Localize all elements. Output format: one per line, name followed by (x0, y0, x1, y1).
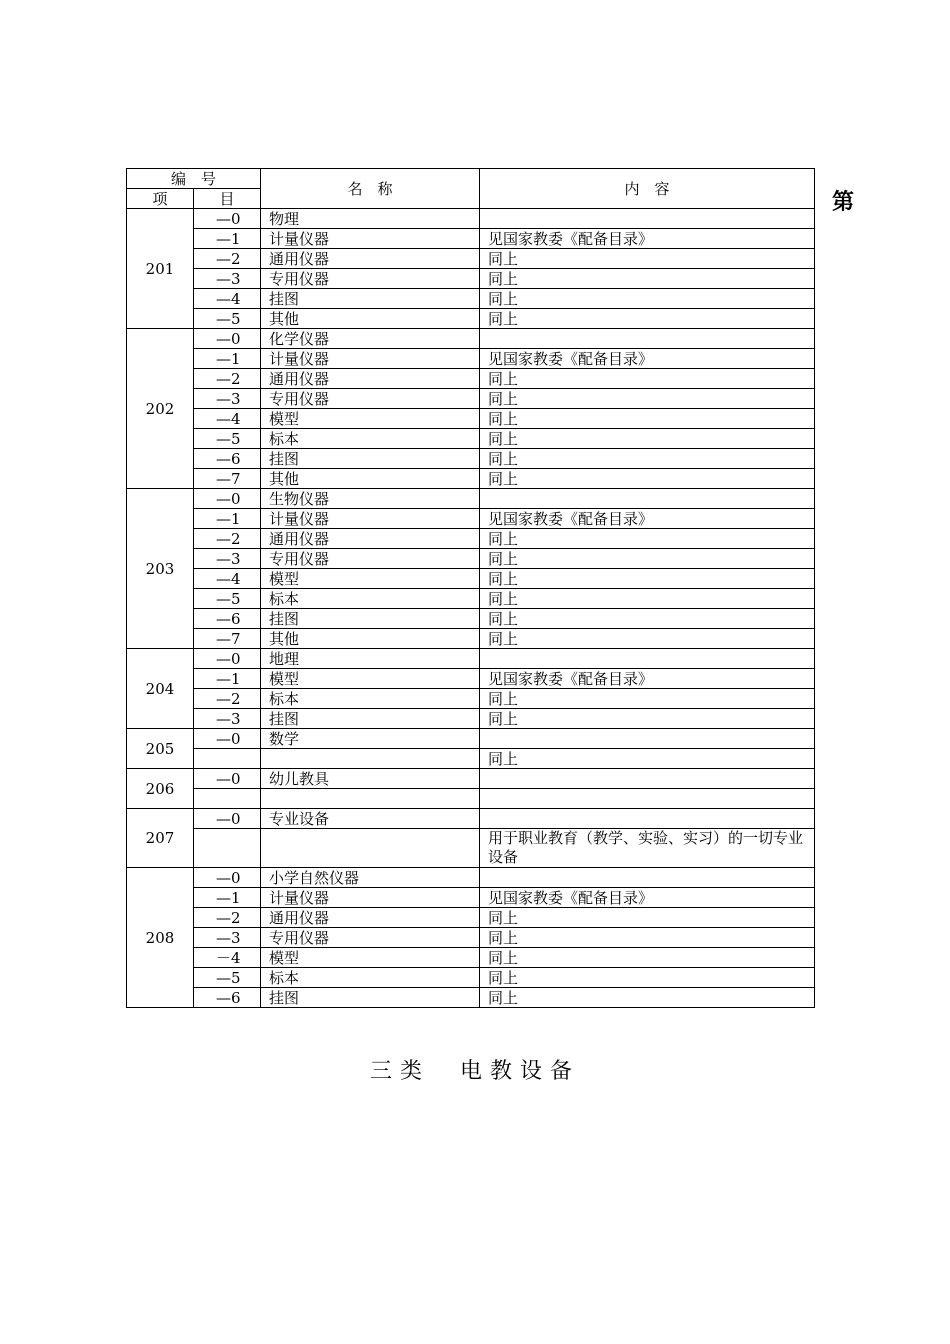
item-name: 挂图 (261, 289, 480, 309)
item-code: —6 (194, 449, 261, 469)
table-row (127, 409, 815, 429)
table-row (127, 289, 815, 309)
table-row (127, 988, 815, 1008)
item-name: 标本 (261, 689, 480, 709)
table-row (127, 249, 815, 269)
item-content (480, 868, 815, 888)
item-code: —4 (194, 569, 261, 589)
item-name: 物理 (261, 209, 480, 229)
table-row (127, 549, 815, 569)
category-code: 203 (127, 489, 194, 649)
table-row (127, 928, 815, 948)
item-code: —3 (194, 269, 261, 289)
table-row (127, 888, 815, 908)
table-row (127, 669, 815, 689)
table-row (127, 509, 815, 529)
item-name: 专用仪器 (261, 389, 480, 409)
item-name (261, 749, 480, 769)
table-header (127, 169, 815, 209)
table-row (127, 829, 815, 868)
item-code: －4 (194, 948, 261, 968)
item-name: 其他 (261, 629, 480, 649)
side-heading: 第 (832, 190, 855, 215)
table-row (127, 968, 815, 988)
item-code: —3 (194, 928, 261, 948)
item-code: —1 (194, 229, 261, 249)
item-content: 同上 (480, 928, 815, 948)
item-content: 同上 (480, 309, 815, 329)
item-name: 其他 (261, 309, 480, 329)
table-row (127, 629, 815, 649)
equipment-table (126, 168, 815, 1008)
item-name: 模型 (261, 669, 480, 689)
header-code: 编 号 (127, 169, 261, 189)
table-row (127, 689, 815, 709)
item-content: 同上 (480, 689, 815, 709)
item-name: 通用仪器 (261, 249, 480, 269)
category-code: 202 (127, 329, 194, 489)
table-row (127, 449, 815, 469)
item-content: 同上 (480, 569, 815, 589)
item-code: —0 (194, 329, 261, 349)
item-content: 同上 (480, 589, 815, 609)
item-code: —2 (194, 689, 261, 709)
item-name: 标本 (261, 968, 480, 988)
section-title: 三类 电教设备 (369, 1059, 580, 1084)
item-code: —0 (194, 769, 261, 789)
item-content: 同上 (480, 609, 815, 629)
table-row (127, 569, 815, 589)
item-code: —0 (194, 729, 261, 749)
item-content: 同上 (480, 968, 815, 988)
table-row (127, 809, 815, 829)
item-code: —7 (194, 469, 261, 489)
item-content: 见国家教委《配备目录》 (480, 888, 815, 908)
item-name: 标本 (261, 589, 480, 609)
item-code (194, 789, 261, 809)
category-code: 201 (127, 209, 194, 329)
table-row (127, 429, 815, 449)
item-code: —1 (194, 509, 261, 529)
item-code: —3 (194, 549, 261, 569)
item-code: —1 (194, 888, 261, 908)
item-name: 专用仪器 (261, 549, 480, 569)
table-row (127, 709, 815, 729)
item-content: 同上 (480, 629, 815, 649)
item-code: —5 (194, 589, 261, 609)
item-code: —1 (194, 349, 261, 369)
item-code: —0 (194, 809, 261, 829)
category-code: 204 (127, 649, 194, 729)
table-row (127, 309, 815, 329)
table-row (127, 329, 815, 349)
table-row (127, 469, 815, 489)
item-name: 专用仪器 (261, 928, 480, 948)
item-name: 挂图 (261, 449, 480, 469)
table-row (127, 209, 815, 229)
header-category: 项 (127, 189, 194, 209)
table-row (127, 649, 815, 669)
item-name: 通用仪器 (261, 908, 480, 928)
category-code: 208 (127, 868, 194, 1008)
header-item: 目 (194, 189, 261, 209)
item-name: 模型 (261, 948, 480, 968)
item-code: —0 (194, 489, 261, 509)
item-code: —0 (194, 868, 261, 888)
item-name (261, 829, 480, 868)
item-content: 同上 (480, 249, 815, 269)
item-content: 同上 (480, 749, 815, 769)
item-name: 其他 (261, 469, 480, 489)
item-code: —4 (194, 409, 261, 429)
header-content: 内 容 (480, 169, 815, 209)
item-content: 用于职业教育（教学、实验、实习）的一切专业设备 (480, 829, 815, 868)
item-content: 同上 (480, 988, 815, 1008)
item-code: —6 (194, 609, 261, 629)
item-content: 见国家教委《配备目录》 (480, 349, 815, 369)
item-content: 同上 (480, 269, 815, 289)
item-name: 化学仪器 (261, 329, 480, 349)
table-row (127, 749, 815, 769)
item-content: 同上 (480, 948, 815, 968)
item-code: —1 (194, 669, 261, 689)
table-row (127, 529, 815, 549)
table-row (127, 769, 815, 789)
item-content: 同上 (480, 289, 815, 309)
item-name: 标本 (261, 429, 480, 449)
item-code: —2 (194, 908, 261, 928)
item-content (480, 769, 815, 789)
item-content: 同上 (480, 429, 815, 449)
table-row (127, 489, 815, 509)
item-name: 通用仪器 (261, 369, 480, 389)
item-name: 挂图 (261, 609, 480, 629)
item-code: —4 (194, 289, 261, 309)
table-row (127, 389, 815, 409)
item-content: 同上 (480, 908, 815, 928)
item-content (480, 729, 815, 749)
header-name: 名 称 (261, 169, 480, 209)
item-code: —7 (194, 629, 261, 649)
item-content: 见国家教委《配备目录》 (480, 669, 815, 689)
item-code: —2 (194, 369, 261, 389)
item-name: 模型 (261, 569, 480, 589)
item-content: 同上 (480, 449, 815, 469)
table-row (127, 789, 815, 809)
category-code: 207 (127, 809, 194, 868)
category-code: 206 (127, 769, 194, 809)
item-code: —0 (194, 209, 261, 229)
item-code: —5 (194, 309, 261, 329)
table-row (127, 369, 815, 389)
table-row (127, 948, 815, 968)
item-name: 专用仪器 (261, 269, 480, 289)
item-code: —3 (194, 389, 261, 409)
item-name: 挂图 (261, 709, 480, 729)
item-code: —2 (194, 529, 261, 549)
table-body (127, 209, 815, 1008)
item-name: 数学 (261, 729, 480, 749)
item-content (480, 649, 815, 669)
item-name: 专业设备 (261, 809, 480, 829)
item-name: 小学自然仪器 (261, 868, 480, 888)
item-content: 同上 (480, 369, 815, 389)
table-row (127, 609, 815, 629)
item-content: 同上 (480, 409, 815, 429)
item-name: 模型 (261, 409, 480, 429)
item-content: 同上 (480, 469, 815, 489)
item-name: 幼儿教具 (261, 769, 480, 789)
item-name: 计量仪器 (261, 509, 480, 529)
item-content: 见国家教委《配备目录》 (480, 509, 815, 529)
table-row (127, 349, 815, 369)
item-content (480, 329, 815, 349)
item-name: 计量仪器 (261, 888, 480, 908)
item-content (480, 809, 815, 829)
item-content: 同上 (480, 549, 815, 569)
item-name: 计量仪器 (261, 229, 480, 249)
item-code (194, 829, 261, 868)
item-code: —5 (194, 429, 261, 449)
item-content: 见国家教委《配备目录》 (480, 229, 815, 249)
item-content: 同上 (480, 529, 815, 549)
item-content (480, 489, 815, 509)
table-row (127, 729, 815, 749)
item-code: —2 (194, 249, 261, 269)
table-row (127, 908, 815, 928)
item-content (480, 209, 815, 229)
table-row (127, 229, 815, 249)
category-code: 205 (127, 729, 194, 769)
item-code: —3 (194, 709, 261, 729)
item-content: 同上 (480, 709, 815, 729)
item-name: 通用仪器 (261, 529, 480, 549)
item-code: —6 (194, 988, 261, 1008)
item-code (194, 749, 261, 769)
item-content (480, 789, 815, 809)
table-row (127, 589, 815, 609)
table-row (127, 269, 815, 289)
item-code: —0 (194, 649, 261, 669)
item-name: 计量仪器 (261, 349, 480, 369)
table-row (127, 868, 815, 888)
item-name: 挂图 (261, 988, 480, 1008)
item-content: 同上 (480, 389, 815, 409)
item-name (261, 789, 480, 809)
item-code: —5 (194, 968, 261, 988)
item-name: 生物仪器 (261, 489, 480, 509)
item-name: 地理 (261, 649, 480, 669)
